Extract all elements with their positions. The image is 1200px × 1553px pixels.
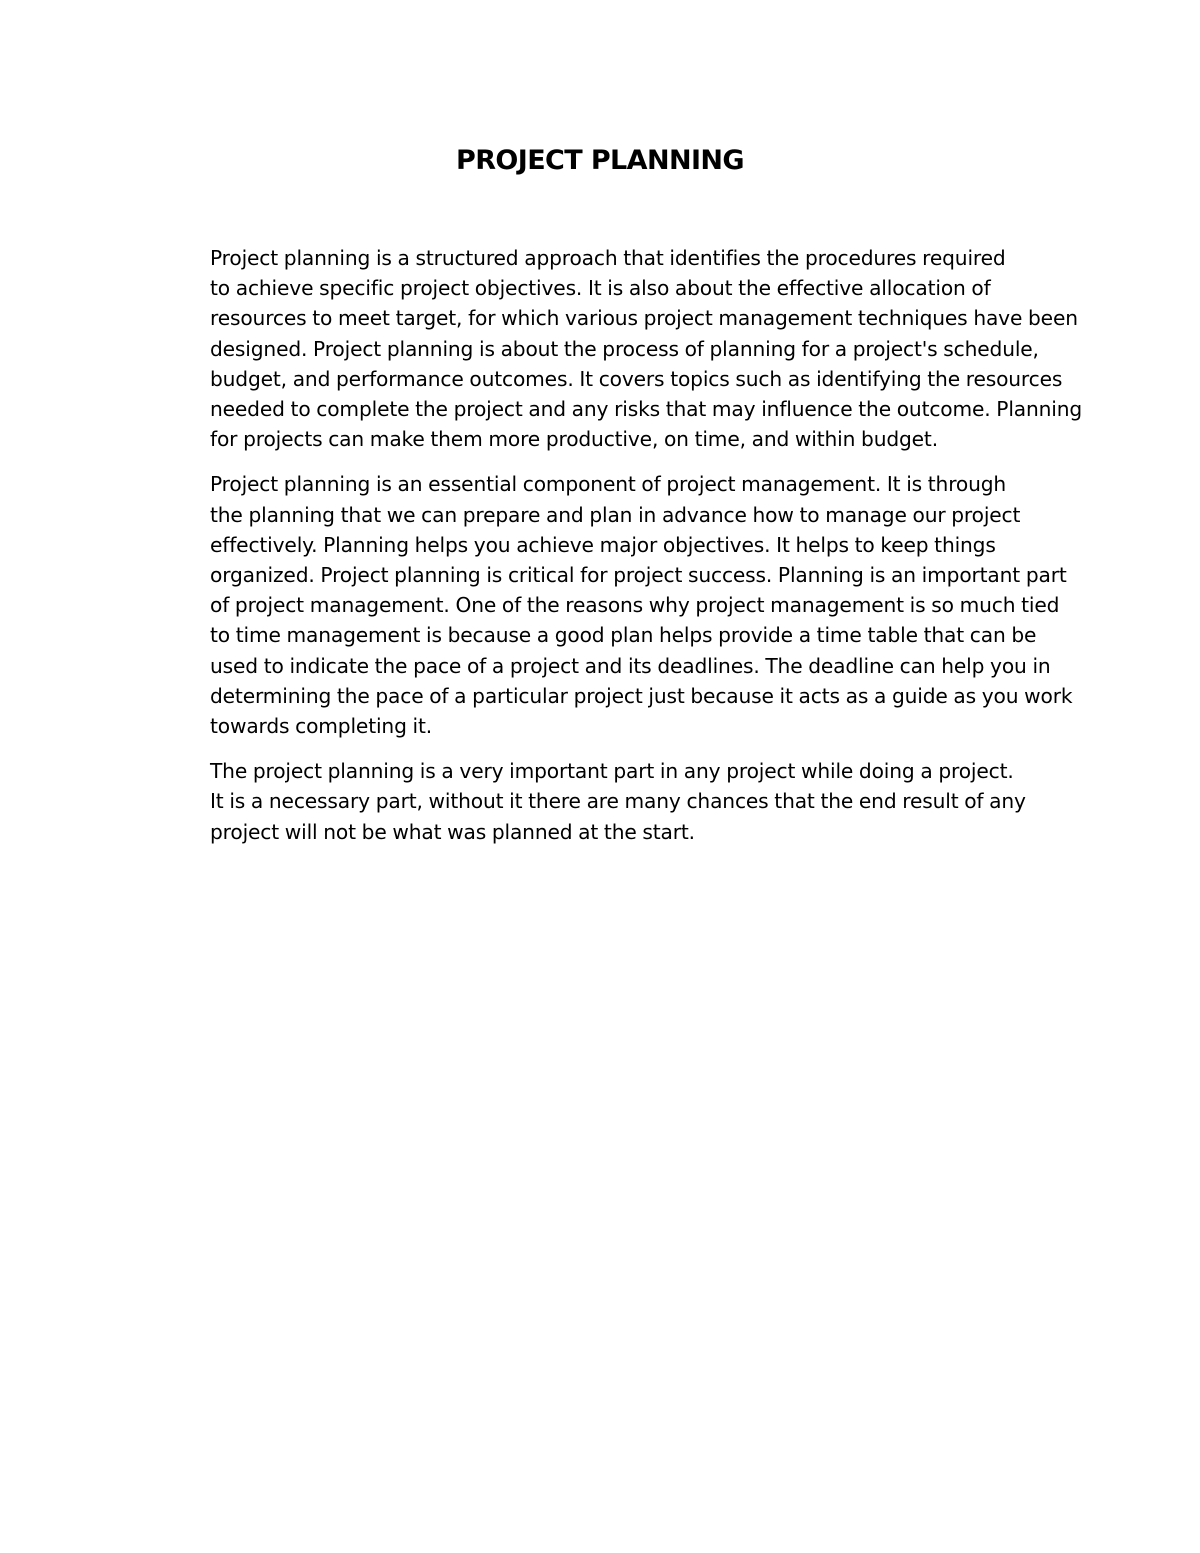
- document-body: [140, 243, 1083, 862]
- paragraph-line: organized. Project planning is critical for project success. Planning is an important part: [210, 563, 1067, 588]
- paragraph-2: [140, 469, 1073, 741]
- paragraph-line: to time management is because a good plan helps provide a time table that can be: [210, 623, 1037, 648]
- paragraph-line: of project management. One of the reasons why project management is so much tied: [210, 593, 1060, 618]
- paragraph-line: to achieve specific project objectives. It is also about the effective allocation of: [210, 276, 991, 301]
- paragraph-line: Project planning is a structured approach that identifies the procedures required: [210, 246, 1006, 270]
- paragraph-line: determining the pace of a particular project just because it acts as a guide as you work: [210, 683, 1073, 708]
- document-title: PROJECT PLANNING: [456, 145, 744, 176]
- paragraph-line: Project planning is an essential component of project management. It is through: [210, 472, 1007, 497]
- paragraph-3: [140, 756, 1060, 847]
- paragraph-line: used to indicate the pace of a project and its deadlines. The deadline can help you in: [210, 653, 1051, 678]
- paragraph-line: effectively. Planning helps you achieve major objectives. It helps to keep things: [210, 532, 996, 557]
- paragraph-line: resources to meet target, for which various project management techniques have been: [210, 306, 1078, 331]
- paragraph-line: needed to complete the project and any risks that may influence the outcome. Planning: [210, 397, 1083, 422]
- paragraph-line: budget, and performance outcomes. It covers topics such as identifying the resources: [210, 366, 1063, 391]
- paragraph-line: for projects can make them more productive, on time, and within budget.: [210, 427, 938, 452]
- paragraph-line: towards completing it.: [210, 714, 432, 739]
- paragraph-line: designed. Project planning is about the process of planning for a project's schedule,: [210, 336, 1039, 361]
- paragraph-line: It is a necessary part, without it there are many chances that the end result of any: [210, 789, 1026, 814]
- paragraph-line: The project planning is a very important part in any project while doing a project.: [210, 759, 1014, 784]
- paragraph-line: the planning that we can prepare and plan in advance how to manage our project: [210, 502, 1021, 527]
- paragraph-1: [140, 243, 1083, 454]
- paragraph-line: project will not be what was planned at the start.: [210, 819, 695, 844]
